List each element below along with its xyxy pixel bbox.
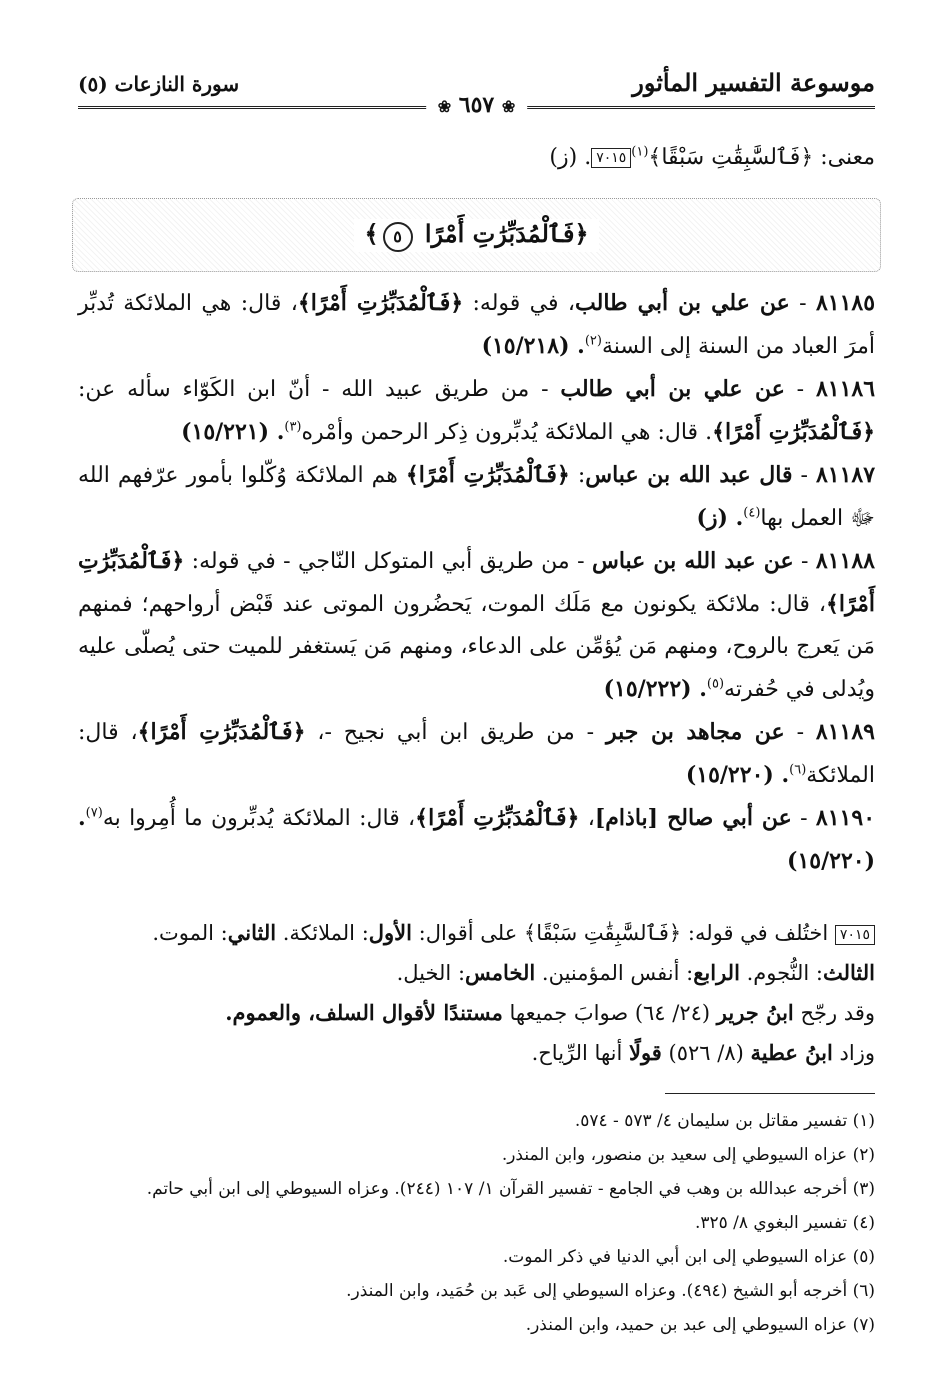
note-text: وقد رجّح	[793, 1001, 875, 1025]
verse-heading: ﴿فَٱلْمُدَبِّرَٰتِ أَمْرًا ٥﴾	[354, 219, 598, 252]
note-text: (٢٤/ ٦٤) صوابَ جميعها	[502, 1001, 717, 1025]
footnote-divider	[665, 1093, 875, 1094]
commentary-note	[78, 913, 875, 1073]
entry-ref: . (١٥/٢٢٠)	[78, 805, 875, 874]
narration-entry: ٨١١٩٠ - عن أبي صالح [باذام]، ﴿فَٱلْمُدَبِّرَٰتِ أَمْرًا﴾، قال: الملائكة يُدبِّرون ما أُمِروا به$^{(٧)}$. (١٥/٢٢٠)	[78, 805, 876, 874]
entry-source: عن علي بن أبي طالب	[575, 290, 790, 316]
footnote-mark: (١)	[631, 144, 649, 160]
note-text: وزاد	[832, 1041, 875, 1065]
opinion-label: الأول	[368, 920, 412, 945]
note-text: (٨/ ٥٢٦)	[661, 1041, 751, 1065]
entry-source: عن عبد الله بن عباس	[591, 548, 794, 574]
footnote-mark: (٣)	[284, 419, 302, 435]
book-title: موسوعة التفسير المأثور	[632, 68, 875, 97]
entry-text: ، قال: الملائكة	[78, 720, 875, 788]
intro-code: . (ز)	[549, 145, 592, 170]
narration-entry: ٨١١٨٩ - عن مجاهد بن جبر - من طريق ابن أبي نجيح -، ﴿فَٱلْمُدَبِّرَٰتِ أَمْرًا﴾، قال: الملائكة$^{(٦)}$. (١٥/٢٢٠)	[78, 719, 875, 788]
entry-quote: ﴿فَٱلْمُدَبِّرَٰتِ أَمْرًا﴾	[137, 719, 306, 745]
page-header	[78, 62, 875, 118]
note-text: : الخيل.	[396, 961, 466, 985]
note-text: أنها الرِّياح.	[531, 1041, 629, 1065]
footnote: (٣) أخرجه عبدالله بن وهب في الجامع - تفسير القرآن ١/ ١٠٧ (٢٤٤). وعزاه السيوطي إلى ابن أبي حاتم.	[146, 1179, 875, 1199]
footnote-mark: (٧)	[85, 805, 103, 821]
scholar-name: ابنُ عطية	[750, 1040, 833, 1065]
entry-ref: . (١٥/٢٢١)	[181, 419, 285, 445]
entry-source: عن مجاهد بن جبر	[606, 719, 785, 745]
scholar-name: ابنُ جرير	[716, 1000, 794, 1025]
entry-text: ، قال: الملائكة يُدبِّرون ما أُمِروا به	[102, 806, 416, 831]
opinion-label: الرابع	[693, 960, 740, 985]
note-tag: ٧٠١٥	[835, 925, 875, 945]
entry-text: ،	[579, 806, 595, 831]
page	[78, 62, 875, 1355]
note-line	[78, 953, 875, 993]
narration-entry: ٨١١٨٧ - قال عبد الله بن عباس: ﴿فَٱلْمُدَبِّرَٰتِ أَمْرًا﴾ هم الملائكة وُكّلوا بأمور عرّفهم الله ﷻ العمل بها$^{(٤)}$. (ز)	[78, 462, 876, 531]
entry-number: ٨١١٩٠	[815, 805, 876, 831]
note-text: : الملائكة.	[276, 921, 369, 945]
intro-text: معنى: ﴿فَٱلسَّٰبِقَٰتِ سَبْقًا﴾	[648, 145, 875, 170]
note-emphasis: قولًا	[628, 1040, 662, 1065]
footnote-mark: (٥)	[706, 676, 725, 692]
ornament-icon: ❀	[437, 97, 452, 116]
footnote-mark: (٢)	[584, 333, 602, 349]
note-line	[78, 993, 875, 1033]
entry-number: ٨١١٨٨	[815, 548, 875, 574]
surah-label: سورة النازعات (٥)	[78, 72, 240, 96]
footnote: (٦) أخرجه أبو الشيخ (٤٩٤). وعزاه السيوطي إلى عَبد بن حُمَيد، وابن المنذر.	[346, 1281, 875, 1301]
entry-source: قال عبد الله بن عباس	[585, 462, 793, 488]
entry-text: . قال: هي الملائكة يُدبِّرون ذِكر الرحمن وأمْره	[301, 420, 713, 445]
note-emphasis: مستندًا لأقوال السلف، والعموم.	[225, 1000, 503, 1025]
note-text: : النُّجوم.	[739, 961, 823, 985]
entry-quote: ﴿فَٱلْمُدَبِّرَٰتِ أَمْرًا﴾	[712, 419, 875, 445]
note-text: : أنفس المؤمنين.	[535, 961, 694, 985]
entry-quote: ﴿فَٱلْمُدَبِّرَٰتِ أَمْرًا﴾	[297, 290, 464, 316]
entry-text: هم الملائكة وُكّلوا بأمور عرّفهم الله ﷻ العمل بها	[78, 463, 875, 531]
note-line	[78, 913, 875, 953]
footnote: (٧) عزاه السيوطي إلى عبد بن حميد، وابن المنذر.	[525, 1315, 875, 1335]
entry-quote: ﴿فَٱلْمُدَبِّرَٰتِ أَمْرًا﴾	[415, 805, 580, 831]
opinion-label: الخامس	[465, 960, 536, 985]
entry-text: :	[569, 463, 586, 488]
entry-text: ، قال: هي الملائكة تُدبِّر أمرَ العباد من السنة إلى السنة	[78, 291, 875, 359]
ornament-icon: ❀	[501, 97, 516, 116]
page-number-wrap	[426, 92, 528, 118]
footnote: (١) تفسير مقاتل بن سليمان ٤/ ٥٧٣ - ٥٧٤.	[574, 1111, 875, 1131]
entry-text: ، في قوله:	[463, 291, 576, 316]
entry-quote: ﴿فَٱلْمُدَبِّرَٰتِ أَمْرًا﴾	[78, 548, 875, 617]
note-line	[78, 1033, 875, 1073]
entry-ref: . (١٥/٢٢٢)	[603, 676, 707, 702]
note-text: اختُلف في قوله: ﴿فَٱلسَّٰبِقَٰتِ سَبْقًا﴾ على أقوال:	[412, 921, 829, 945]
footnote: (٤) تفسير البغوي ٨/ ٣٢٥.	[694, 1213, 875, 1233]
entry-number: ٨١١٨٩	[815, 719, 875, 745]
note-tag: ٧٠١٥	[591, 148, 631, 168]
narrations	[78, 282, 875, 883]
entry-text: ، قال: ملائكة يكونون مع مَلَك الموت، يَحضُرون الموتى عند قَبْض أرواحهم؛ فمنهم مَن يَعرج بالروح، ومنهم مَن يُؤمِّن على الدعاء، ومنهم مَن يَستغفر للميت حتى يُصلّى عليه ويُدلى في حُفرته	[78, 592, 875, 702]
entry-ref: . (١٥/٢١٨)	[481, 333, 585, 359]
entry-number: ٨١١٨٦	[815, 376, 876, 402]
opinion-label: الثاني	[227, 920, 277, 945]
entry-text: - من طريق عبيد الله - أنّ ابن الكَوّاء سأله عن:	[78, 377, 561, 402]
entry-number: ٨١١٨٥	[815, 290, 876, 316]
entry-source: عن أبي صالح [باذام]	[594, 805, 792, 831]
footnote-mark: (٦)	[789, 762, 807, 778]
entry-number: ٨١١٨٧	[815, 462, 876, 488]
footnote: (٥) عزاه السيوطي إلى ابن أبي الدنيا في ذكر الموت.	[502, 1247, 875, 1267]
footnote: (٢) عزاه السيوطي إلى سعيد بن منصور، وابن المنذر.	[501, 1145, 875, 1165]
verse-heading-box	[72, 198, 881, 272]
intro-line	[78, 138, 875, 178]
entry-text: - من طريق ابن أبي نجيح -،	[305, 720, 607, 745]
entry-text: - من طريق أبي المتوكل النّاجي - في قوله:	[184, 549, 592, 574]
narration-entry: ٨١١٨٨ - عن عبد الله بن عباس - من طريق أبي المتوكل النّاجي - في قوله: ﴿فَٱلْمُدَبِّرَٰتِ أَمْرًا﴾، قال: ملائكة يكونون مع مَلَك الموت، يَحضُرون الموتى عند قَبْض أرواحهم؛ فمنهم مَن يَعرج بالروح، ومنهم مَن يُؤمِّن على الدعاء، ومنهم مَن يَستغفر للميت حتى يُصلّى عليه ويُدلى في حُفرته$^{(٥)}$. (١٥/٢٢٢)	[78, 548, 875, 702]
narration-entry: ٨١١٨٦ - عن علي بن أبي طالب - من طريق عبيد الله - أنّ ابن الكَوّاء سأله عن: ﴿فَٱلْمُدَبِّرَٰتِ أَمْرًا﴾. قال: هي الملائكة يُدبِّرون ذِكر الرحمن وأمْره$^{(٣)}$. (١٥/٢٢١)	[78, 376, 876, 445]
verse-number: ٥	[383, 222, 413, 252]
entry-source: عن علي بن أبي طالب	[560, 376, 785, 402]
note-text: : الموت.	[152, 921, 228, 945]
footnote-mark: (٤)	[743, 505, 761, 521]
opinion-label: الثالث	[823, 960, 875, 985]
page-number: ٦٥٧	[458, 92, 495, 118]
entry-ref: . (ز)	[696, 505, 744, 531]
footnotes	[78, 1104, 875, 1342]
narration-entry: ٨١١٨٥ - عن علي بن أبي طالب، في قوله: ﴿فَٱلْمُدَبِّرَٰتِ أَمْرًا﴾، قال: هي الملائكة تُدبِّر أمرَ العباد من السنة إلى السنة$^{(٢)}$. (١٥/٢١٨)	[78, 290, 876, 359]
entry-quote: ﴿فَٱلْمُدَبِّرَٰتِ أَمْرًا﴾	[405, 462, 570, 488]
entry-ref: . (١٥/٢٢٠)	[685, 762, 790, 788]
